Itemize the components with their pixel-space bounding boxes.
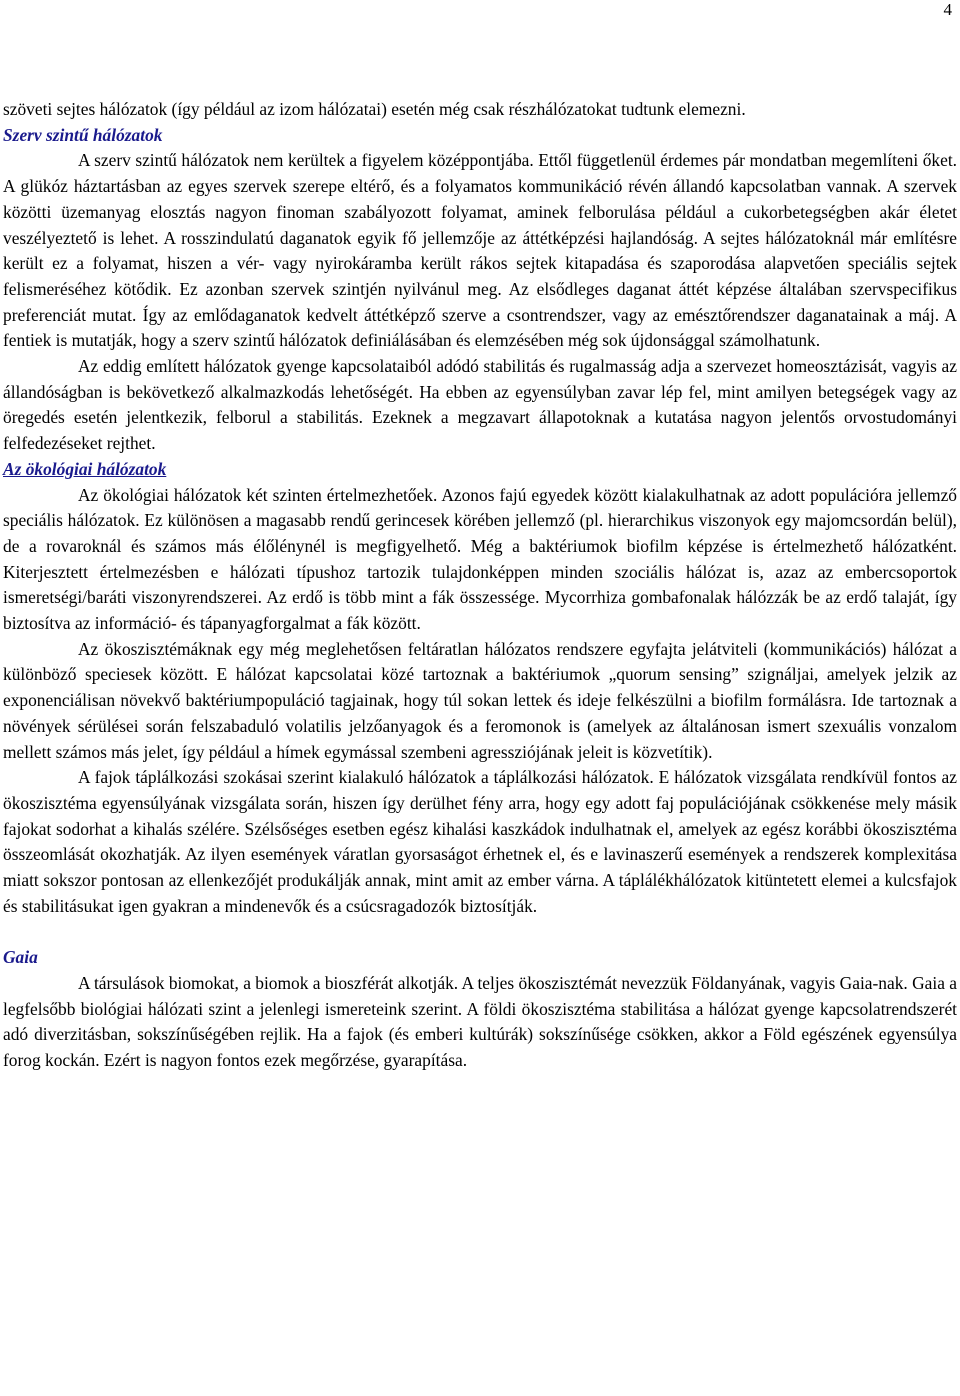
paragraph-okoszisztema: Az ökoszisztémáknak egy még meglehetősen feltáratlan hálózatos rendszere egyfajta jelátviteli (kommunikációs) hálózat a különböző speciesek között. E hálózat kapcsolatai közé tartoznak a baktériumok „quorum sensing” szignáljai, amelyek jelzik az exponenciálisan növekvő baktériumpopuláció tagjainak, hogy túl sokan lettek és ideje felkészülni a biofilm formálásra. Ide tartoznak a növények sérülései során felszabaduló volatilis jelzőanyagok és a feromonok is (amelyek az általánosan ismert szexuális vonzalom mellett számos más jelet, így például a hímek egymással szembeni agressziójának jeleit is közvetítik). <box>3 638 957 762</box>
section-heading-gaia: Gaia <box>3 947 38 968</box>
page-number: 4 <box>943 0 952 19</box>
paragraph-gaia: A társulások biomokat, a biomok a bioszférát alkotják. A teljes ökoszisztémát nevezzük Földanyának, vagyis Gaia-nak. Gaia a legfelsőbb biológiai hálózati szint a jelenlegi ismereteink szerint. A földi ökoszisztéma stabilitása a hálózat gyenge kapcsolatrendszerét adó diverzitásban, sokszínűségében rejlik. Ha a fajok (és emberi kultúrák) sokszínűsége csökken, akkor a Föld egészének egyensúlya forog kockán. Ezért is nagyon fontos ezek megőrzése, gyarapítása. <box>3 972 957 1070</box>
document-body <box>3 97 957 1074</box>
section-heading-okologiai: Az ökológiai hálózatok <box>3 458 167 479</box>
paragraph-taplalkozasi: A fajok táplálkozási szokásai szerint kialakuló hálózatok a táplálkozási hálózatok. E hálózatok vizsgálata rendkívül fontos az ökoszisztéma egyensúlyának vizsgálata során, hiszen így derülhet fény arra, hogy egy adott faj populációjának csökkenése mely másik fajokat sodorhat a kihalás szélére. Szélsőséges esetben egész kihalási kaszkádok indulhatnak el, amelyek az egész korábbi ökoszisztéma összeomlását okozhatják. Az ilyen események váratlan gyorsaságot érhetnek el, és e lavinaszerű események a rendszerek komplexitása miatt sokszor pontosan az ellenkezőjét produkálják annak, mint amit az ember várna. A táplálékhálózatok kitüntetett elemei a kulcsfajok és stabilitásukat igen gyakran a mindenevők és a csúcsragadozók biztosítják. <box>3 767 957 916</box>
paragraph-okologiai: Az ökológiai hálózatok két szinten értelmezhetőek. Azonos fajú egyedek között kialakulhatnak az adott populációra jellemző speciális hálózatok. Ez különösen a magasabb rendű gerincesek körében jellemző (pl. hierarchikus viszonyok egy majomcsordán belül), de a rovaroknál és számos más élőlénynél is megfigyelhető. Még a baktériumok biofilm képzése is értelmezhető hálózatként. Kiterjesztett értelmezésben e hálózati típushoz tartozik tulajdonképpen minden szociális hálózat is, azaz az embercsoportok ismeretségi/baráti viszonyrendszerei. Az erdő is több mint a fák összessége. Mycorrhiza gombafonalak hálózzák be az erdő talaját, így biztosítva az információ- és tápanyagforgalmat a fák között. <box>3 484 957 634</box>
paragraph-homeosztazis: Az eddig említett hálózatok gyenge kapcsolataiból adódó stabilitás és rugalmasság adja a szervezet homeosztázisát, vagyis az állandóságban is bekövetkező alkalmazkodás lehetőségét. Ha ebben az egyensúlyban zavar lép fel, mint amilyen betegségek vagy az öregedés esetén jelentkezik, felborul a stabilitás. Ezeknek a megzavart állapotoknak a kutatása nagyon jelentős orvostudományi felfedezéseket rejthet. <box>3 356 957 454</box>
paragraph-szerv: A szerv szintű hálózatok nem kerültek a figyelem középpontjába. Ettől függetlenül érdemes pár mondatban megemlíteni őket. A glükóz háztartásban az egyes szervek szerepe eltérő, és a folyamatos kommunikáció révén állandó kapcsolatban vannak. A szervek közötti üzemanyag elosztás nagyon finoman szabályozott folyamat, aminek felborulása például a cukorbetegségben akár életet veszélyeztető is lehet. A rosszindulatú daganatok egyik fő jellemzője az áttétképzési hajlandóság. A sejtes hálózatoknál már említésre került ez a folyamat, hiszen a vér- vagy nyirokáramba került rákos sejtek kitapadása és szaporodása alapvetően speciális sejtek felismeréséhez kötődik. Ez azonban szervek szintjén nyilvánul meg. Az elsődleges daganat áttét képzése általában szervspecifikus preferenciát mutat. Így az emlődaganatok kedvelt áttétképző szerve a csontrendszer, vagy az emésztőrendszer daganatainak a máj. A fentiek is mutatják, hogy a szerv szintű hálózatok definiálásában és elemzésében még sok újdonsággal számolhatunk. <box>3 150 957 351</box>
paragraph-continued: szöveti sejtes hálózatok (így például az izom hálózatai) esetén még csak részhálózatokat tudtunk elemezni. <box>3 99 746 119</box>
section-heading-szerv: Szerv szintű hálózatok <box>3 124 163 145</box>
